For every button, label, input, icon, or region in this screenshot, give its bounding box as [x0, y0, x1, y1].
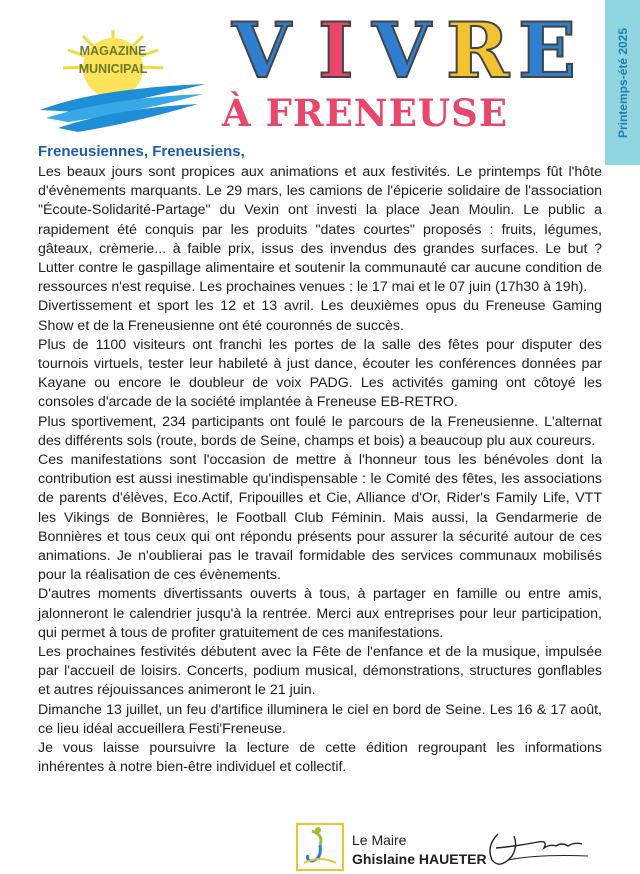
- emblem-icon: [298, 825, 342, 869]
- editorial-body: [38, 163, 602, 778]
- town-emblem: [296, 823, 344, 871]
- logo-line-1: MAGAZINE: [79, 44, 147, 58]
- paragraph: Les beaux jours sont propices aux animations et aux festivités. Le printemps fût l'hôte d'évènements marquants. Le 29 mars, les camions de l'épicerie solidaire de l'association "Écoute-Solidarité-Partage" du Vexin ont investi la place Jean Moulin. Le public a rapidement été conquis par les produits "dates courtes" proposés : fruits, légumes, gâteaux, crèmerie... à faible prix, issus des invendus des grandes surfaces. Le but ? Lutter contre le gaspillage alimentaire et soutenir la communauté car aucune condition de ressources n'est requise. Les prochaines venues : le 17 mai et le 07 juin (17h30 à 19h).: [38, 164, 602, 296]
- title-a-freneuse: À FRENEUSE: [222, 91, 509, 135]
- paragraph: Les prochaines festivités débutent avec la Fête de l'enfance et de la musique, impulsée par l'accueil de loisirs. Concerts, podium musical, démonstrations, structures gonflables et autres réjouissances animeront le 21 juin.: [38, 644, 602, 699]
- paragraph: Plus de 1100 visiteurs ont franchi les portes de la salle des fêtes pour disputer des tournois virtuels, tester leur habileté à just dance, écouter les conférences données par Kayane ou encore le doubleur de voix PADG. Les activités gaming ont côtoyé les consoles d'arcade de la société implantée à Freneuse EB-RETRO.: [38, 336, 602, 411]
- edition-tab: [605, 0, 640, 165]
- magazine-logo: [38, 28, 208, 148]
- handwritten-signature: [478, 826, 598, 874]
- paragraph: Plus sportivement, 234 participants ont foulé le parcours de la Freneusienne. L'alternat des différents sols (route, bords de Seine, champs et bois) a beaucoup plu aux coureurs.: [38, 413, 602, 449]
- title-letter: V: [372, 6, 431, 95]
- paragraph: Ces manifestations sont l'occasion de mettre à l'honneur tous les bénévoles dont la contribution est aussi inestimable qu'indispensable : le Comité des fêtes, les associations de parents d'élèves, Eco.Actif, Fripouilles et Cie, Alliance d'Or, Rider's Family Life, VTT les Vikings de Bonnières, le Football Club Féminin. Mais aussi, la Gendarmerie de Bonnières et tous ceux qui ont répondu présents pour assurer la sécurité autour de ces animations. Je n'oublierai pas le travail formidable des services communaux mobilisés pour la réalisation de ces évènements.: [38, 452, 602, 584]
- paragraph: Dimanche 13 juillet, un feu d'artifice illuminera le ciel en bord de Seine. Les 16 & 17 août, ce lieu idéal accueillera Festi'Freneuse.: [38, 701, 602, 737]
- signature-name: Ghislaine HAUETER: [352, 851, 487, 867]
- signature-title: Le Maire: [352, 832, 407, 848]
- paragraph: D'autres moments divertissants ouverts à tous, à partager en famille ou entre amis, jalonneront le calendrier jusqu'à la rentrée. Merci aux entreprises pour leur participation, qui permet à tous de profiter gratuitement de ces manifestations.: [38, 586, 602, 641]
- title-letter: R: [446, 6, 510, 95]
- title-letter: E: [518, 6, 576, 95]
- paragraph: Je vous laisse poursuivre la lecture de cette édition regroupant les informations inhérentes à notre bien-être individuel et collectif.: [38, 740, 602, 776]
- greeting: Freneusiennes, Freneusiens,: [38, 143, 245, 160]
- title-letter: I: [318, 6, 354, 95]
- edition-label: Printemps-été 2025: [615, 27, 630, 138]
- title-vivre: [232, 8, 592, 94]
- paragraph: Divertissement et sport les 12 et 13 avril. Les deuxièmes opus du Freneuse Gaming Show et de la Freneusienne ont été couronnés de succès.: [38, 298, 602, 334]
- title-letter: V: [232, 6, 291, 95]
- logo-line-2: MUNICIPAL: [78, 62, 148, 76]
